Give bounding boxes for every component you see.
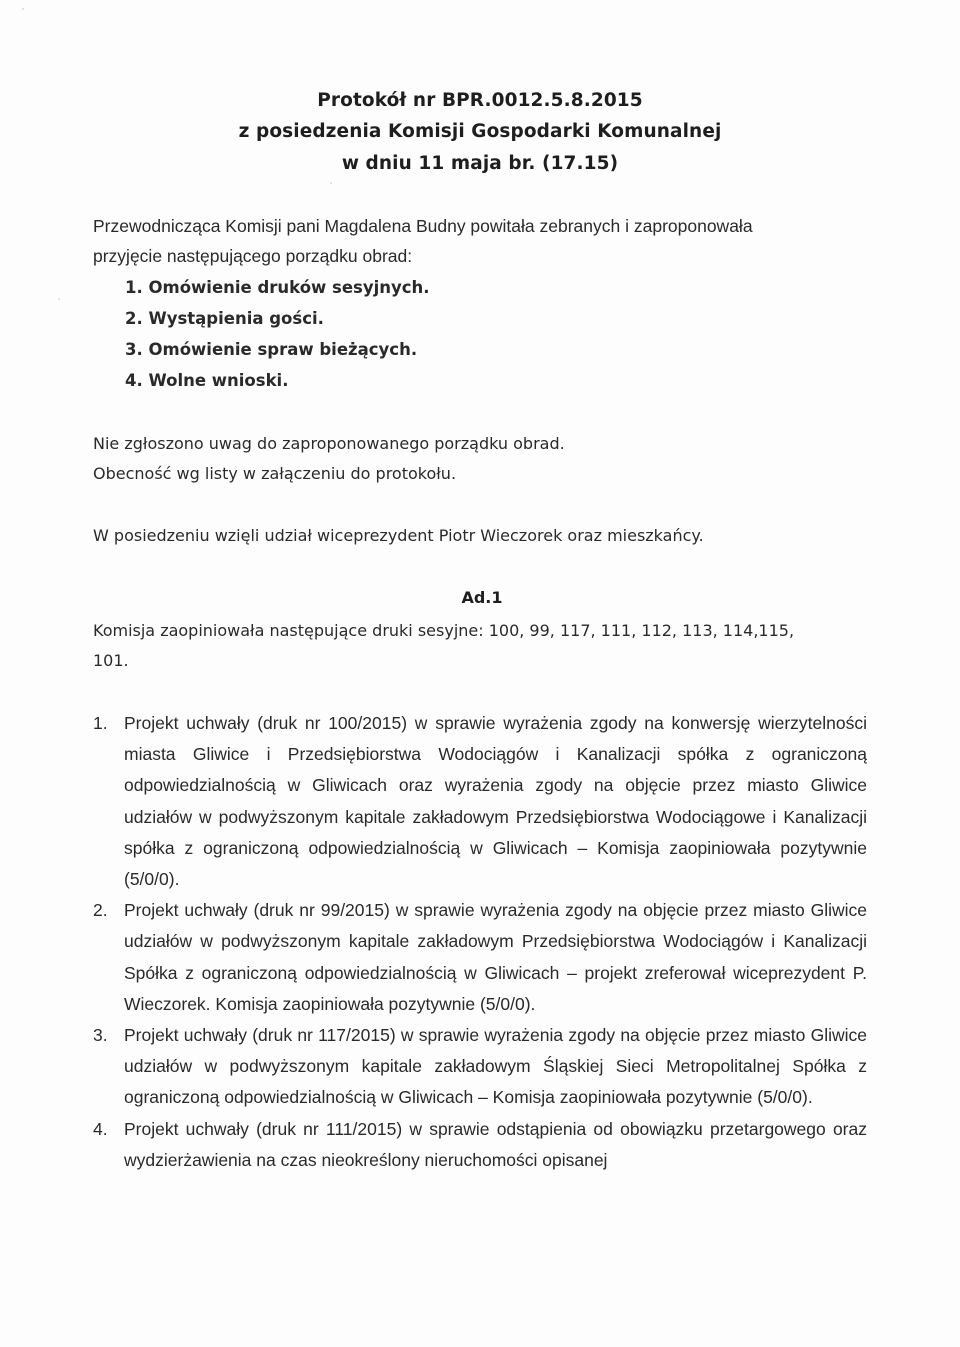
resolution-item bbox=[93, 895, 867, 1020]
resolution-text: Projekt uchwały (druk nr 99/2015) w sprawie wyrażenia zgody na objęcie przez miasto Gliwice udziałów w podwyższonym kapitale zakładowym Przedsiębiorstwa Wodociągów i Kanalizacji Spółka z ograniczoną odpowiedzialnością w Gliwicach – projekt zreferował wiceprezydent P. Wieczorek. Komisja zaopiniowała pozytywnie (5/0/0). bbox=[124, 900, 867, 1014]
document-date: w dniu 11 maja br. (17.15) bbox=[341, 153, 619, 174]
agenda-item: 2. Wystąpienia gości. bbox=[125, 309, 324, 328]
resolution-item bbox=[93, 708, 867, 895]
agenda-item: 4. Wolne wnioski. bbox=[125, 371, 289, 390]
intro-line-2: przyjęcie następującego porządku obrad: bbox=[93, 246, 413, 266]
resolution-number: 1. bbox=[93, 713, 108, 733]
document-subtitle: z posiedzenia Komisji Gospodarki Komunalnej bbox=[238, 121, 722, 142]
resolution-text: Projekt uchwały (druk nr 117/2015) w sprawie wyrażenia zgody na objęcie przez miasto Gliwice udziałów w podwyższonym kapitale zakładowym Śląskiej Sieci Metropolitalnej Spółka z ograniczoną odpowiedzialnością w Gliwicach – Komisja zaopiniowała pozytywnie (5/0/0). bbox=[124, 1025, 867, 1108]
agenda-list bbox=[125, 277, 430, 401]
agenda-item: 3. Omówienie spraw bieżących. bbox=[125, 340, 418, 359]
agenda-item: 1. Omówienie druków sesyjnych. bbox=[125, 278, 430, 297]
resolution-item bbox=[93, 1020, 867, 1114]
resolution-text: Projekt uchwały (druk nr 111/2015) w sprawie odstąpienia od obowiązku przetargowego oraz wydzierżawienia na czas nieokreślony nieruchomości opisanej bbox=[124, 1118, 867, 1170]
resolution-item bbox=[93, 1114, 867, 1176]
resolution-number: 3. bbox=[93, 1025, 108, 1046]
ad1-summary-line-1: Komisja zaopiniowała następujące druki sesyjne: 100, 99, 117, 111, 112, 113, 114,115, bbox=[93, 621, 795, 640]
participants-note: W posiedzeniu wzięli udział wiceprezydent Piotr Wieczorek oraz mieszkańcy. bbox=[93, 526, 704, 545]
section-heading-text: Ad.1 bbox=[461, 588, 503, 607]
no-remarks-note: Nie zgłoszono uwag do zaproponowanego porządku obrad. bbox=[93, 434, 565, 453]
resolution-number: 4. bbox=[93, 1118, 108, 1139]
resolution-text: Projekt uchwały (druk nr 100/2015) w sprawie wyrażenia zgody na konwersję wierzytelności miasta Gliwice i Przedsiębiorstwa Wodociągów i Kanalizacji spółka z ograniczoną odpowiedzialnością w Gliwicach oraz wyrażenia zgody na objęcie przez miasto Gliwice udziałów w podwyższonym kapitale zakładowym Przedsiębiorstwa Wodociągowe i Kanalizacji spółka z ograniczoną odpowiedzialnością w Gliwicach – Komisja zaopiniowała pozytywnie (5/0/0). bbox=[124, 713, 867, 890]
ad1-summary-line-2: 101. bbox=[93, 651, 129, 670]
section-heading-ad1 bbox=[0, 588, 960, 607]
intro-line-1: Przewodnicząca Komisji pani Magdalena Budny powitała zebranych i zaproponowała bbox=[93, 216, 753, 236]
attendance-note: Obecność wg listy w załączeniu do protokołu. bbox=[93, 464, 457, 483]
scan-speck bbox=[330, 182, 332, 184]
scan-speck bbox=[58, 298, 60, 300]
document-title: Protokół nr BPR.0012.5.8.2015 bbox=[317, 90, 643, 111]
resolution-number: 2. bbox=[93, 900, 108, 921]
resolution-list bbox=[93, 708, 867, 1176]
scan-speck bbox=[22, 8, 24, 10]
